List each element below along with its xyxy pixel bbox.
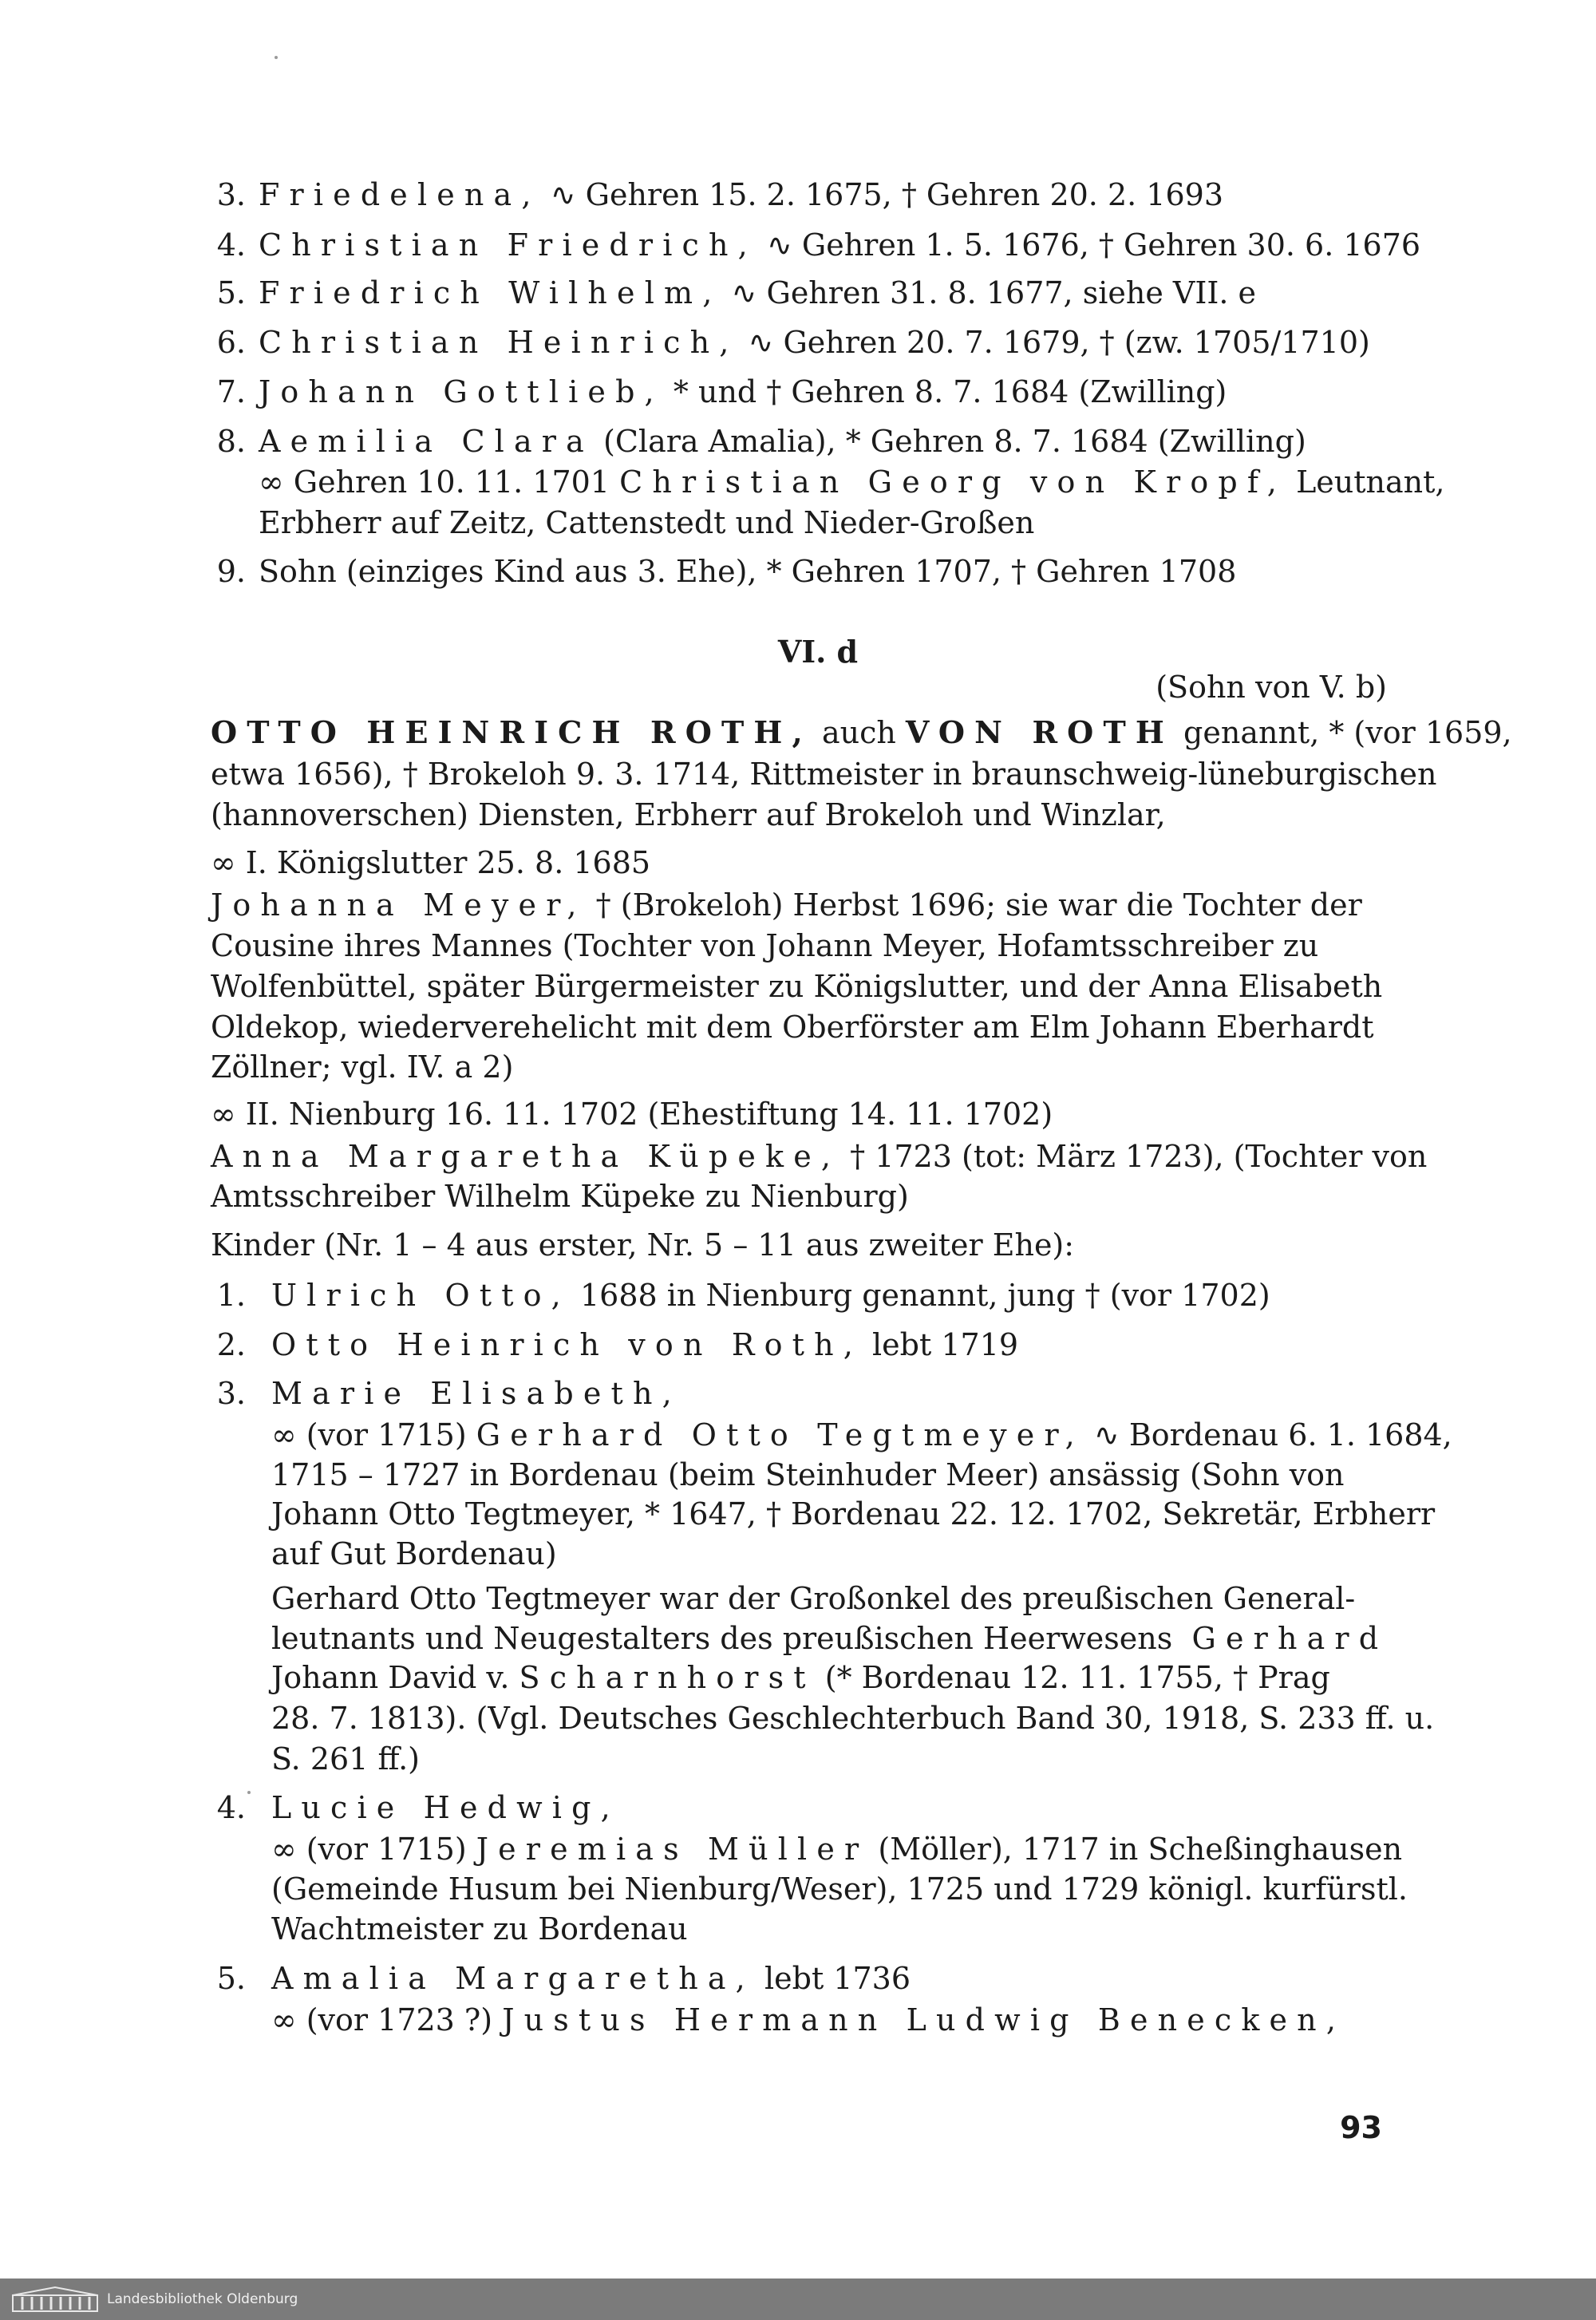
entry-number: 8. — [216, 424, 246, 459]
entry-line — [211, 1226, 1074, 1264]
marriage-text: ∞ (vor 1715) — [271, 1832, 476, 1867]
person-name: Christian Heinrich, — [259, 325, 739, 360]
entry-text: etwa 1656), † Brokeloh 9. 3. 1714, Rittmeister in braunschweig-lüneburgischen — [211, 757, 1437, 792]
entry-text: Oldekop, wiederverehelicht mit dem Oberförster am Elm Johann Eberhardt — [211, 1010, 1374, 1045]
entry-text: ∿ Gehren 31. 8. 1677, siehe VII. e — [721, 275, 1256, 310]
entry-number: 2. — [216, 1327, 246, 1362]
marriage-text: ∞ II. Nienburg 16. 11. 1702 (Ehestiftung 14. 11. 1702) — [211, 1097, 1053, 1132]
marriage-text: ∞ I. Königslutter 25. 8. 1685 — [211, 845, 651, 880]
entry-line — [211, 927, 1318, 965]
entry-number: 3. — [216, 177, 246, 212]
entry-line — [211, 713, 1512, 752]
person-name: Scharnhorst — [519, 1660, 816, 1695]
entry-text: ∿ Bordenau 6. 1. 1684, — [1084, 1417, 1452, 1452]
entry-number: 9. — [216, 554, 246, 589]
entry-line — [211, 1095, 1053, 1133]
marriage-text: ∞ Gehren 10. 11. 1701 — [259, 464, 620, 500]
entry-text: leutnants und Neugestalters des preußischen Heerwesens — [271, 1621, 1173, 1656]
entry-line — [214, 552, 1236, 591]
entry-line — [214, 1276, 1270, 1314]
entry-text: Gerhard Otto Tegtmeyer war der Großonkel des preußischen General- — [271, 1581, 1356, 1616]
library-footer-bar — [0, 2279, 1596, 2320]
entry-number: 5. — [216, 1961, 246, 1996]
entry-line — [271, 1699, 1434, 1737]
entry-number: 6. — [216, 325, 246, 360]
scan-speck — [275, 56, 278, 59]
person-name: Johann Gottlieb, — [259, 374, 664, 409]
marriage-text: ∞ (vor 1723 ?) — [271, 2002, 503, 2037]
entry-text: 1688 in Nienburg genannt, jung † (vor 1702) — [570, 1278, 1270, 1313]
entry-text: (Clara Amalia), * Gehren 8. 7. 1684 (Zwilling) — [593, 424, 1306, 459]
person-name: Friedrich Wilhelm, — [259, 275, 722, 310]
entry-text: Sohn (einziges Kind aus 3. Ehe), * Gehren 1707, † Gehren 1708 — [259, 554, 1237, 589]
entry-line — [271, 1535, 557, 1573]
section-heading: VI. d — [777, 634, 859, 670]
entry-text: (hannoverschen) Diensten, Erbherr auf Brokeloh und Winzlar, — [211, 797, 1166, 832]
entry-text: ∿ Gehren 15. 2. 1675, † Gehren 20. 2. 1693 — [540, 177, 1223, 212]
person-name: Gerhard — [1172, 1621, 1389, 1656]
entry-text: lebt 1719 — [862, 1327, 1019, 1362]
entry-text: 1715 – 1727 in Bordenau (beim Steinhuder Meer) ansässig (Sohn von — [271, 1457, 1345, 1492]
entry-text: ∿ Gehren 20. 7. 1679, † (zw. 1705/1710) — [738, 325, 1370, 360]
person-name: Anna Margaretha Küpeke, — [211, 1139, 841, 1174]
entry-line — [214, 226, 1420, 264]
person-name: Christian Georg von Kropf, — [619, 464, 1286, 500]
entry-text: Zöllner; vgl. IV. a 2) — [211, 1049, 514, 1085]
entry-line — [271, 1619, 1388, 1658]
entry-text: Leutnant, — [1286, 464, 1445, 500]
entry-line — [211, 967, 1382, 1006]
entry-line — [271, 1495, 1435, 1533]
entry-line — [271, 1658, 1330, 1697]
library-building-icon — [11, 2286, 99, 2313]
entry-number: 4. — [216, 1790, 246, 1825]
entry-text: genannt, * (vor 1659, — [1173, 715, 1512, 750]
entry-text: (Gemeinde Husum bei Nienburg/Weser), 1725 und 1729 königl. kurfürstl. — [271, 1871, 1408, 1907]
entry-line — [211, 796, 1166, 834]
person-name: Marie Elisabeth, — [271, 1376, 681, 1411]
entry-text: lebt 1736 — [754, 1961, 911, 1996]
entry-line — [271, 1740, 420, 1778]
entry-number: 7. — [216, 374, 246, 409]
entry-number: 5. — [216, 275, 246, 310]
person-name: Johanna Meyer, — [211, 887, 587, 923]
person-name: Otto Heinrich von Roth, — [271, 1327, 863, 1362]
page-number: 93 — [1340, 2110, 1382, 2145]
entry-number: 1. — [216, 1278, 246, 1313]
person-name: Justus Hermann Ludwig Benecken, — [502, 2002, 1346, 2037]
entry-text: Johann David v. — [271, 1660, 519, 1695]
entry-line — [271, 1870, 1408, 1908]
entry-line — [211, 844, 650, 882]
entry-line — [214, 373, 1227, 411]
parent-reference: (Sohn von V. b) — [1156, 670, 1387, 705]
entry-line — [214, 1374, 681, 1413]
entry-line — [211, 1137, 1427, 1176]
entry-number: 4. — [216, 227, 246, 263]
entry-number: 3. — [216, 1376, 246, 1411]
entry-text: Amtsschreiber Wilhelm Küpeke zu Nienburg) — [211, 1179, 909, 1214]
entry-text: auch — [812, 715, 906, 750]
library-name: Landesbibliothek Oldenburg — [107, 2291, 298, 2307]
entry-text: Wachtmeister zu Bordenau — [271, 1911, 688, 1947]
person-name: Gerhard Otto Tegtmeyer, — [476, 1417, 1084, 1452]
entry-text: Kinder (Nr. 1 – 4 aus erster, Nr. 5 – 11 aus zweiter Ehe): — [211, 1227, 1075, 1263]
entry-line — [271, 1910, 688, 1948]
entry-line — [271, 1456, 1345, 1494]
entry-line — [214, 176, 1223, 214]
person-name: Amalia Margaretha, — [271, 1961, 755, 1996]
entry-line — [211, 886, 1362, 924]
entry-text: S. 261 ff.) — [271, 1741, 420, 1777]
entry-line — [211, 1048, 513, 1086]
entry-text: † (Brokeloh) Herbst 1696; sie war die Tochter der — [586, 887, 1362, 923]
entry-line — [214, 274, 1256, 312]
person-name: Friedelena, — [259, 177, 541, 212]
entry-line — [214, 422, 1306, 460]
marriage-text: ∞ (vor 1715) — [271, 1417, 476, 1452]
entry-line — [214, 1959, 911, 1998]
entry-line — [271, 1416, 1452, 1454]
entry-text: 28. 7. 1813). (Vgl. Deutsches Geschlechterbuch Band 30, 1918, S. 233 ff. u. — [271, 1701, 1435, 1736]
entry-line — [211, 755, 1437, 793]
entry-text: (* Bordenau 12. 11. 1755, † Prag — [815, 1660, 1330, 1695]
person-name: OTTO HEINRICH ROTH, — [211, 714, 812, 750]
person-name: Lucie Hedwig, — [271, 1790, 620, 1825]
entry-line — [271, 1579, 1355, 1618]
entry-text: * und † Gehren 8. 7. 1684 (Zwilling) — [663, 374, 1227, 409]
entry-text: Erbherr auf Zeitz, Cattenstedt und Nieder-Großen — [259, 505, 1035, 540]
person-name: VON ROTH — [905, 714, 1174, 750]
entry-line — [211, 1177, 909, 1215]
entry-line — [214, 323, 1370, 362]
entry-line — [259, 504, 1034, 542]
entry-text: † 1723 (tot: März 1723), (Tochter von — [840, 1139, 1428, 1174]
person-name: Christian Friedrich, — [259, 227, 757, 263]
entry-line — [214, 1788, 620, 1827]
entry-text: Johann Otto Tegtmeyer, * 1647, † Bordenau 22. 12. 1702, Sekretär, Erbherr — [271, 1496, 1436, 1532]
entry-text: ∿ Gehren 1. 5. 1676, † Gehren 30. 6. 1676 — [757, 227, 1421, 263]
entry-line — [211, 1008, 1374, 1046]
entry-line — [259, 463, 1444, 501]
entry-text: auf Gut Bordenau) — [271, 1536, 557, 1571]
entry-line — [214, 1326, 1018, 1364]
entry-line — [271, 2001, 1345, 2039]
person-name: Ulrich Otto, — [271, 1278, 571, 1313]
entry-text: (Möller), 1717 in Scheßinghausen — [868, 1832, 1403, 1867]
entry-line — [271, 1830, 1402, 1868]
entry-text: Wolfenbüttel, später Bürgermeister zu Königslutter, und der Anna Elisabeth — [211, 969, 1383, 1004]
person-name: Jeremias Müller — [476, 1832, 869, 1867]
entry-text: Cousine ihres Mannes (Tochter von Johann Meyer, Hofamtsschreiber zu — [211, 928, 1319, 963]
person-name: Aemilia Clara — [259, 424, 594, 459]
